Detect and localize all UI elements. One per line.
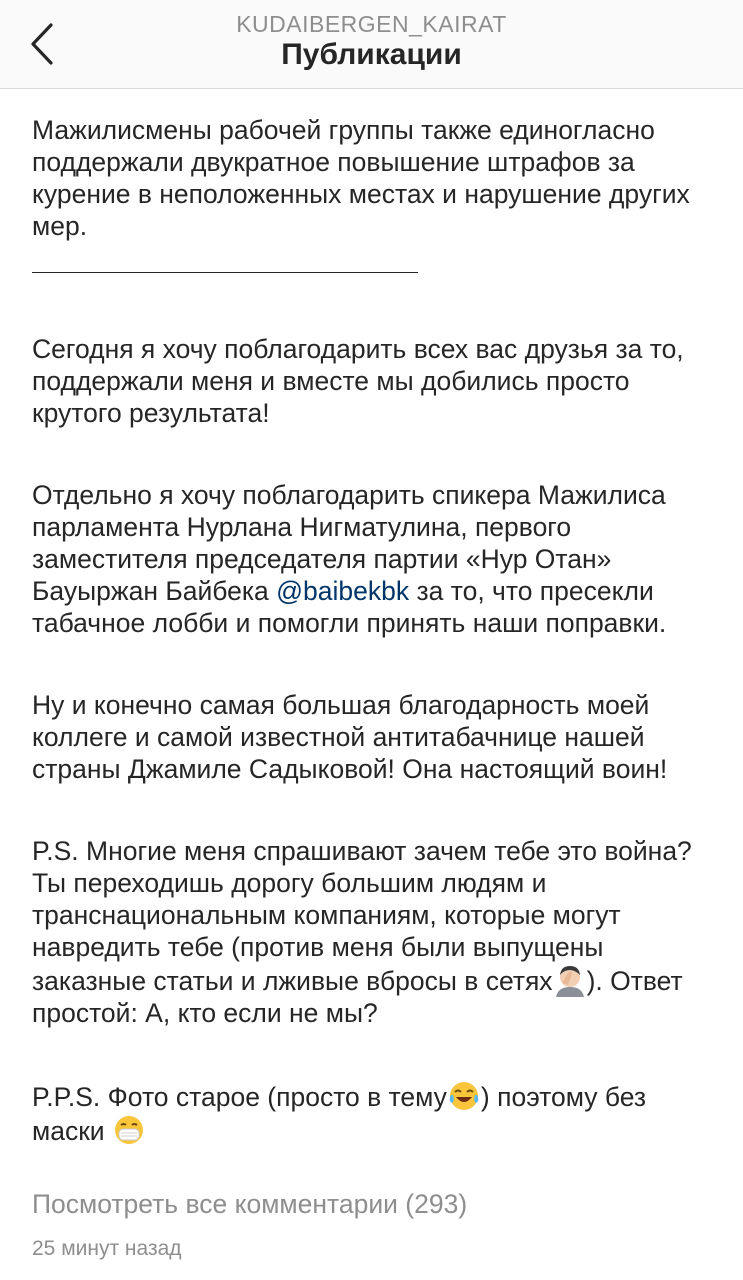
caption-paragraph: Ну и конечно самая большая благодарность моей коллеге и самой известной антитабачнице нашей страны Джамиле Садыковой! Она настоящий воин!: [32, 690, 668, 784]
tears-of-joy-emoji: [447, 1079, 481, 1113]
profile-username: KUDAIBERGEN_KAIRAT: [236, 11, 507, 37]
medical-mask-emoji: [112, 1113, 146, 1147]
caption-text: ) поэтому без маски: [32, 1082, 647, 1146]
post-caption: [32, 114, 722, 1147]
caption-text: за то, что пресекли табачное лобби и помогли принять наши поправки.: [32, 576, 667, 638]
caption-paragraph: [32, 479, 722, 639]
top-nav-bar: [0, 0, 743, 89]
text-divider-line: [32, 272, 418, 273]
caption-paragraph: [32, 835, 722, 1029]
caption-paragraph: Мажилисмены рабочей группы также единогласно поддержали двукратное повышение штрафов за курение в неположенных местах и нарушение других мер.: [32, 115, 690, 241]
page-title: Публикации: [281, 38, 462, 71]
caption-paragraph: Сегодня я хочу поблагодарить всех вас друзья за то, поддержали меня и вместе мы добились просто крутого результата!: [32, 334, 684, 428]
caption-text: P.P.S. Фото старое (просто в тему: [32, 1082, 447, 1112]
caption-text: ). Ответ простой: А, кто если не мы?: [32, 966, 683, 1028]
caption-paragraph: [32, 1079, 722, 1147]
user-mention-link[interactable]: @baibekbk: [276, 576, 410, 606]
caption-text: P.S. Многие меня спрашивают зачем тебе это война? Ты переходишь дорогу большим людям и транснациональным компаниям, которые могут навредить тебе (против меня были выпущены заказные статьи и лживые вбросы в сетях: [32, 836, 692, 996]
post-timestamp: 25 минут назад: [32, 1237, 182, 1260]
view-all-comments-link[interactable]: Посмотреть все комментарии (293): [32, 1189, 468, 1219]
caption-text: Отдельно я хочу поблагодарить спикера Мажилиса парламента Нурлана Нигматулина, первого заместителя председателя партии «Нур Отан» Бауыржан Байбека: [32, 480, 666, 606]
facepalm-emoji: [553, 963, 587, 997]
